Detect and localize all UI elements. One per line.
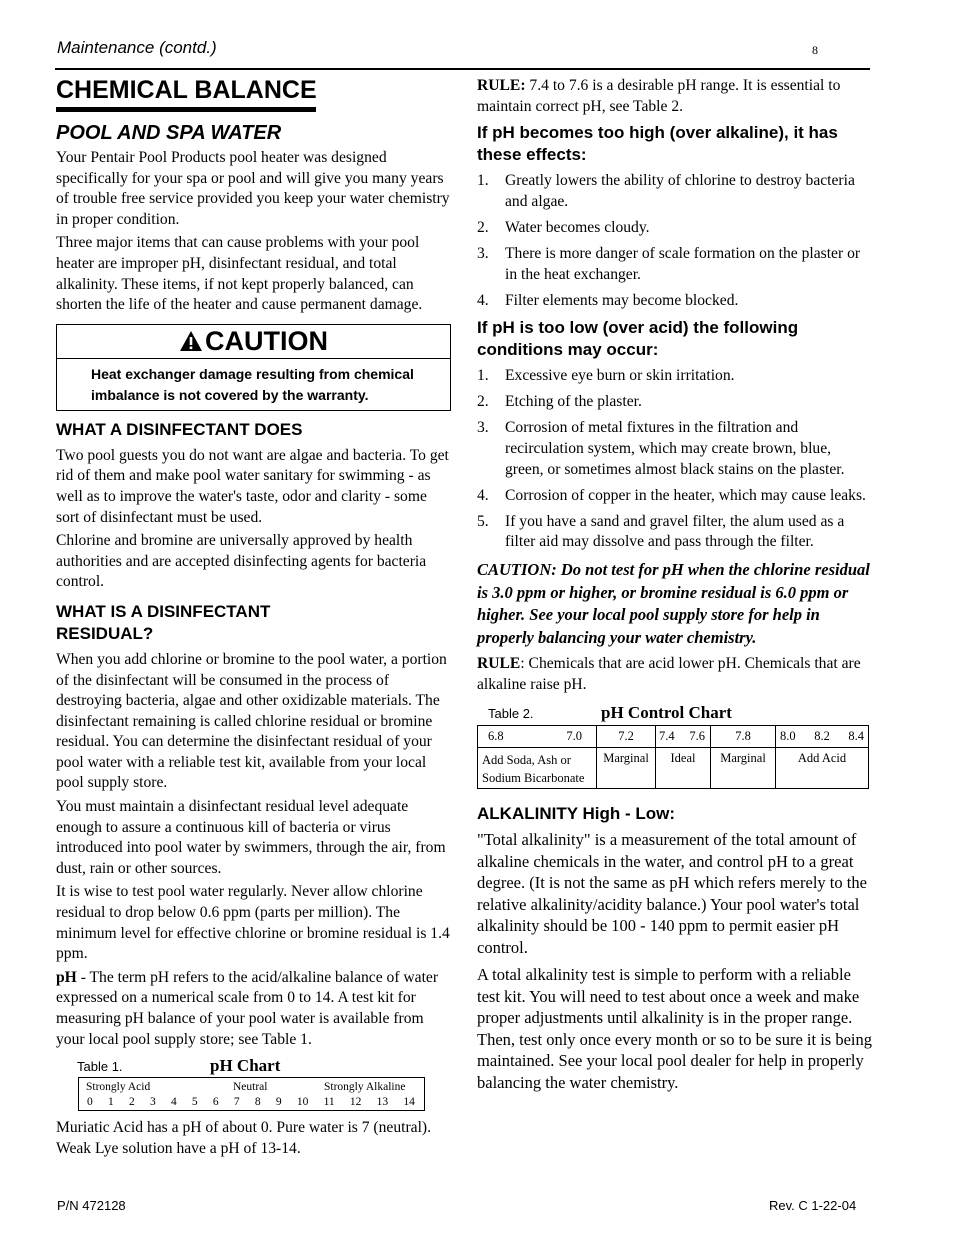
table-row xyxy=(478,748,869,789)
ph-scale-value: 7 xyxy=(233,1096,240,1109)
residual-heading: WHAT IS A DISINFECTANT RESIDUAL? xyxy=(56,601,271,643)
neutral-label: Neutral xyxy=(233,1081,268,1094)
table-cell: Add Acid xyxy=(776,748,869,789)
ph-term: pH xyxy=(56,968,77,986)
alkalinity-paragraph-2: A total alkalinity test is simple to perform with a reliable test kit. You will need to test about once a week and make proper adjustments until alkalinity is in the proper range. Then, test only once every month or so to be sure it is being maintained. See your local pool dealer for help in properly balancing the water chemistry. xyxy=(477,965,873,1092)
ph-scale-value: 6 xyxy=(212,1096,219,1109)
rule-2 xyxy=(477,654,872,695)
table-cell: 7.4 7.6 xyxy=(656,726,711,748)
strongly-acid-label: Strongly Acid xyxy=(86,1081,151,1094)
ph-scale-value: 0 xyxy=(87,1096,93,1109)
rule-1-text: 7.4 to 7.6 is a desirable pH range. It is essential to maintain correct pH, see Table 2. xyxy=(477,77,841,115)
chemical-balance-heading: CHEMICAL BALANCE xyxy=(56,76,317,104)
ph-scale-value: 10 xyxy=(296,1096,309,1109)
ph-scale-value: 2 xyxy=(128,1096,135,1109)
residual-paragraph-3: It is wise to test pool water regularly. Never allow chlorine residual to drop below 0.6 ppm (parts per million). The minimum level for effective chlorine or bromine residual is 1.4 ppm. xyxy=(56,883,450,963)
caution-text: Heat exchanger damage resulting from chemical imbalance is not covered by the warranty. xyxy=(91,365,414,403)
ph-chart-table xyxy=(78,1077,425,1111)
alkalinity-paragraph-1: "Total alkalinity" is a measurement of the total amount of alkaline chemicals in the water, and control pH to a great degree. (It is not the same as pH which refers merely to the relative alkalinity/acidity balance.) Your pool water's total alkalinity should be 100 - 140 ppm to permit easier pH control. xyxy=(477,830,867,957)
list-item: 2. Water becomes cloudy. xyxy=(477,218,650,236)
pool-spa-heading: POOL AND SPA WATER xyxy=(56,122,282,144)
rule-2-label: RULE xyxy=(477,655,521,672)
rule-2-text: : Chemicals that are acid lower pH. Chemicals that are alkaline raise pH. xyxy=(477,655,861,693)
ph-scale-value: 8 xyxy=(254,1096,261,1109)
ph-scale-value: 12 xyxy=(349,1096,362,1109)
header-divider xyxy=(55,68,870,70)
low-ph-list xyxy=(477,366,872,553)
residual-paragraph-1: When you add chlorine or bromine to the pool water, a portion of the disinfectant will be consumed in the process of destroying bacteria, algae and other oxidizable materials. The disinfectant remaining is called chlorine residual or bromine residual. You can determine the disinfectant residual of your pool water with a reliable test kit, available from your local pool supply store. xyxy=(56,650,447,792)
table2-caption xyxy=(477,703,872,723)
list-item: 5. If you have a sand and gravel filter, the alum used as a filter aid may dissolve and pass through the filter. xyxy=(477,512,845,551)
ph-scale-value: 4 xyxy=(170,1096,177,1109)
residual-paragraph-2: You must maintain a disinfectant residual level adequate enough to assure a continuous kill of bacteria or virus introduced into pool water by swimmers, through the air, from dust, rain or other sources. xyxy=(56,798,446,877)
intro-paragraph-2: Three major items that can cause problems with your pool heater are improper pH, disinfectant residual, and total alkalinity. These items, if not kept properly balanced, can shorten the life of the heater and cause permanent damage. xyxy=(56,234,423,314)
high-ph-heading: If pH becomes too high (over alkaline), it has these effects: xyxy=(477,123,838,165)
disinfectant-paragraph-1: Two pool guests you do not want are algae and bacteria. To get rid of them and make pool water sanitary for swimming - as well as to improve the water's taste, odor and clarity - some sort of disinfectant must be used. xyxy=(56,446,449,526)
strongly-alkaline-label: Strongly Alkaline xyxy=(324,1081,406,1094)
alkalinity-heading: ALKALINITY High - Low: xyxy=(477,804,675,824)
high-ph-list xyxy=(477,171,872,311)
table-cell: 8.0 8.2 8.4 xyxy=(776,726,869,748)
list-item: 1. Greatly lowers the ability of chlorine to destroy bacteria and algae. xyxy=(477,172,855,210)
caution-title: CAUTION xyxy=(205,325,328,356)
section-header: Maintenance (contd.) xyxy=(57,38,217,57)
table1-caption xyxy=(56,1056,451,1076)
table-cell: Marginal xyxy=(597,748,656,789)
right-column xyxy=(477,76,872,1096)
ph-scale xyxy=(87,1096,415,1108)
caution-box xyxy=(56,324,451,411)
left-column xyxy=(56,74,451,1162)
disinfectant-heading: WHAT A DISINFECTANT DOES xyxy=(56,419,303,439)
list-item: 4. Filter elements may become blocked. xyxy=(477,291,739,309)
list-item: 2. Etching of the plaster. xyxy=(477,393,642,411)
ph-scale-value: 13 xyxy=(376,1096,389,1109)
intro-paragraph-1: Your Pentair Pool Products pool heater was designed specifically for your spa or pool and will give you many years of trouble free service provided you keep your water chemistry in proper condition. xyxy=(56,149,450,228)
table-cell: 7.8 xyxy=(711,726,776,748)
ph-scale-value: 14 xyxy=(403,1096,415,1109)
after-table-paragraph: Muriatic Acid has a pH of about 0. Pure water is 7 (neutral). Weak Lye solution have a pH of 13-14. xyxy=(56,1119,432,1157)
table2-label: Table 2. xyxy=(488,706,534,722)
low-ph-heading: If pH is too low (over acid) the following conditions may occur: xyxy=(477,318,799,360)
part-number: P/N 472128 xyxy=(57,1198,126,1213)
list-item: 3. Corrosion of metal fixtures in the filtration and recirculation system, which may create brown, blue, green, or sometimes almost black stains on the plaster. xyxy=(477,419,845,478)
ph-scale-value: 9 xyxy=(275,1096,282,1109)
heading-underline xyxy=(56,107,316,112)
ph-scale-value: 3 xyxy=(149,1096,156,1109)
ph-paragraph xyxy=(56,968,451,1050)
ph-definition: - The term pH refers to the acid/alkaline balance of water expressed on a numerical scale from 0 to 14. A test kit for measuring pH balance of your pool water is available from your local pool supply store; see Table 1. xyxy=(56,968,439,1048)
table-cell: 7.2 xyxy=(597,726,656,748)
table-cell: 6.8 7.0 xyxy=(478,726,597,748)
list-item: 1. Excessive eye burn or skin irritation. xyxy=(477,367,735,385)
ph-scale-value: 5 xyxy=(191,1096,198,1109)
table2-title: pH Control Chart xyxy=(601,703,732,723)
caution-header xyxy=(57,325,450,359)
rule-1 xyxy=(477,76,872,117)
disinfectant-paragraph-2: Chlorine and bromine are universally approved by health authorities and are accepted disinfecting agents for bacteria control. xyxy=(56,532,427,591)
ph-scale-value: 11 xyxy=(323,1096,335,1109)
table1-title: pH Chart xyxy=(210,1056,281,1076)
ph-caution-note: CAUTION: Do not test for pH when the chlorine residual is 3.0 ppm or higher, or bromine residual is 6.0 ppm or higher. See your local pool supply store for help in properly balancing your water chemistry. xyxy=(477,560,870,647)
table-cell: Marginal xyxy=(711,748,776,789)
warning-triangle-icon xyxy=(179,330,203,352)
rule-1-label: RULE: xyxy=(477,77,526,94)
page-number: 8 xyxy=(812,43,818,57)
list-item: 4. Corrosion of copper in the heater, which may cause leaks. xyxy=(477,486,866,504)
list-item: 3. There is more danger of scale formation on the plaster or in the heat exchanger. xyxy=(477,244,861,283)
revision: Rev. C 1-22-04 xyxy=(769,1198,857,1213)
ph-scale-value: 1 xyxy=(107,1096,114,1109)
table-cell: Ideal xyxy=(656,748,711,789)
table1-label: Table 1. xyxy=(77,1059,123,1075)
table-cell: Add Soda, Ash or Sodium Bicarbonate xyxy=(478,748,597,789)
table-row xyxy=(478,726,869,748)
ph-control-table xyxy=(477,725,869,789)
